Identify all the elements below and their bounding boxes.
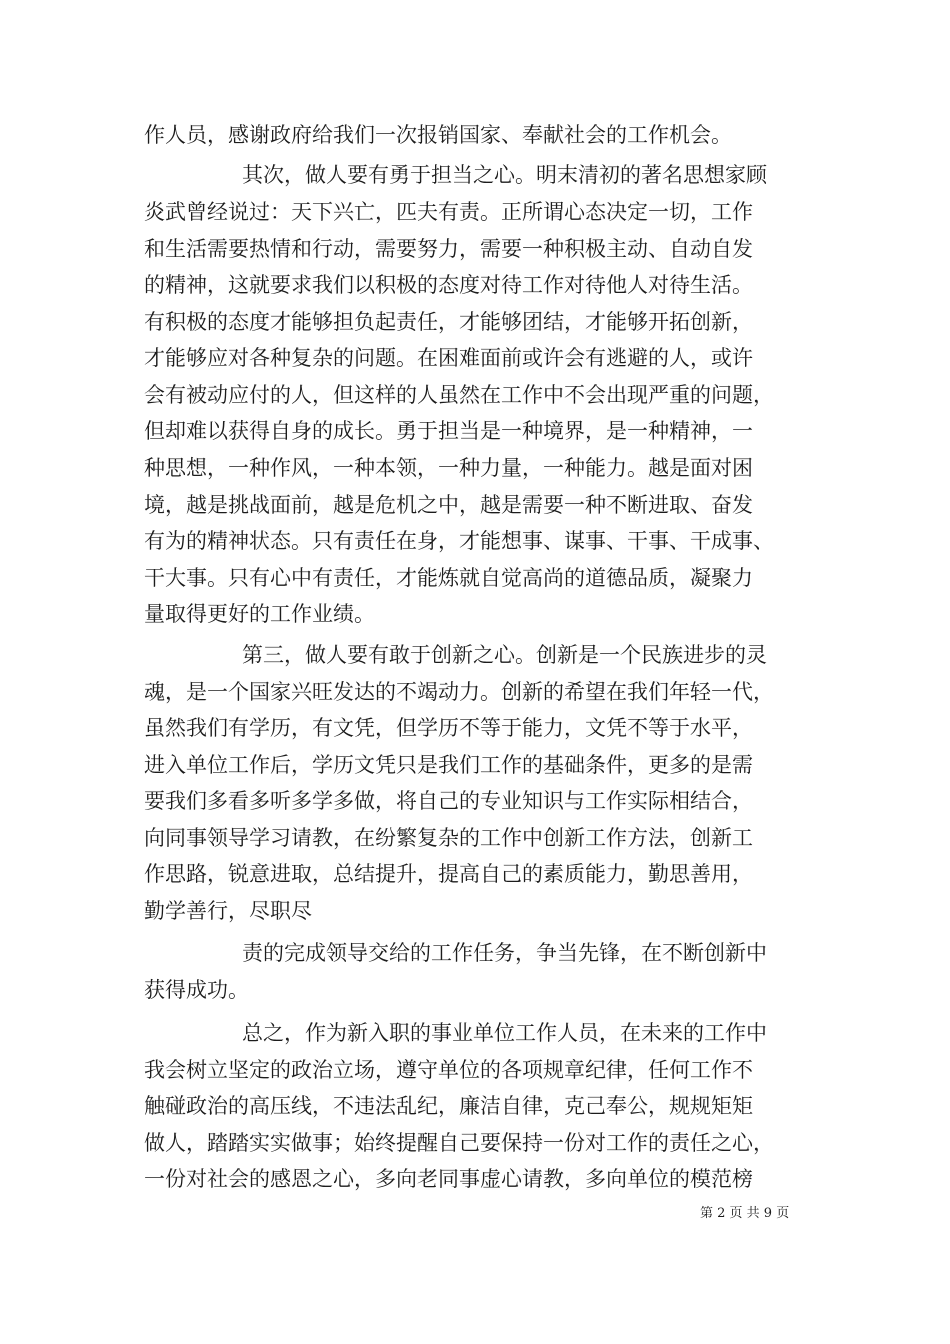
text-line: 炎武曾经说过：天下兴亡，匹夫有责。正所谓心态决定一切，工作 <box>144 200 753 224</box>
text-line: 作思路，锐意进取，总结提升，提高自己的素质能力，勤思善用， <box>144 862 753 886</box>
text-line: 会有被动应付的人，但这样的人虽然在工作中不会出现严重的问题， <box>144 383 774 407</box>
text-line: 进入单位工作后，学历文凭只是我们工作的基础条件，更多的是需 <box>144 753 753 777</box>
text-line: 但却难以获得自身的成长。勇于担当是一种境界，是一种精神，一 <box>144 419 753 443</box>
text-line: 虽然我们有学历，有文凭，但学历不等于能力，文凭不等于水平， <box>144 716 753 740</box>
text-line: 做人，踏踏实实做事；始终提醒自己要保持一份对工作的责任之心， <box>144 1131 774 1155</box>
text-line: 和生活需要热情和行动，需要努力，需要一种积极主动、自动自发 <box>144 237 753 261</box>
text-line: 总之，作为新入职的事业单位工作人员，在未来的工作中 <box>242 1021 767 1045</box>
text-line: 魂，是一个国家兴旺发达的不竭动力。创新的希望在我们年轻一代， <box>144 680 774 704</box>
text-line: 干大事。只有心中有责任，才能炼就自觉高尚的道德品质，凝聚力 <box>144 566 753 590</box>
text-line: 的精神，这就要求我们以积极的态度对待工作对待他人对待生活。 <box>144 273 753 297</box>
text-line: 种思想，一种作风，一种本领，一种力量，一种能力。越是面对困 <box>144 456 753 480</box>
text-line: 我会树立坚定的政治立场，遵守单位的各项规章纪律，任何工作不 <box>144 1058 753 1082</box>
text-line: 有积极的态度才能够担负起责任，才能够团结，才能够开拓创新， <box>144 310 753 334</box>
text-line: 触碰政治的高压线，不违法乱纪，廉洁自律，克己奉公，规规矩矩 <box>144 1094 753 1118</box>
text-line: 第三，做人要有敢于创新之心。创新是一个民族进步的灵 <box>242 643 767 667</box>
text-line: 责的完成领导交给的工作任务，争当先锋，在不断创新中 <box>242 941 767 965</box>
text-line: 一份对社会的感恩之心，多向老同事虚心请教，多向单位的模范榜 <box>144 1167 753 1191</box>
text-line: 量取得更好的工作业绩。 <box>144 602 375 626</box>
text-line: 有为的精神状态。只有责任在身，才能想事、谋事、干事、干成事、 <box>144 529 774 553</box>
text-line: 要我们多看多听多学多做，将自己的专业知识与工作实际相结合， <box>144 789 753 813</box>
text-line: 其次，做人要有勇于担当之心。明末清初的著名思想家顾 <box>242 163 767 187</box>
text-line: 才能够应对各种复杂的问题。在困难面前或许会有逃避的人，或许 <box>144 346 753 370</box>
page-number-footer: 第 2 页 共 9 页 <box>700 1206 790 1221</box>
text-line: 勤学善行，尽职尽 <box>144 899 312 923</box>
text-line: 获得成功。 <box>144 978 249 1002</box>
text-line: 向同事领导学习请教，在纷繁复杂的工作中创新工作方法，创新工 <box>144 826 753 850</box>
text-line: 作人员，感谢政府给我们一次报销国家、奉献社会的工作机会。 <box>144 123 732 147</box>
text-line: 境，越是挑战面前，越是危机之中，越是需要一种不断进取、奋发 <box>144 493 753 517</box>
